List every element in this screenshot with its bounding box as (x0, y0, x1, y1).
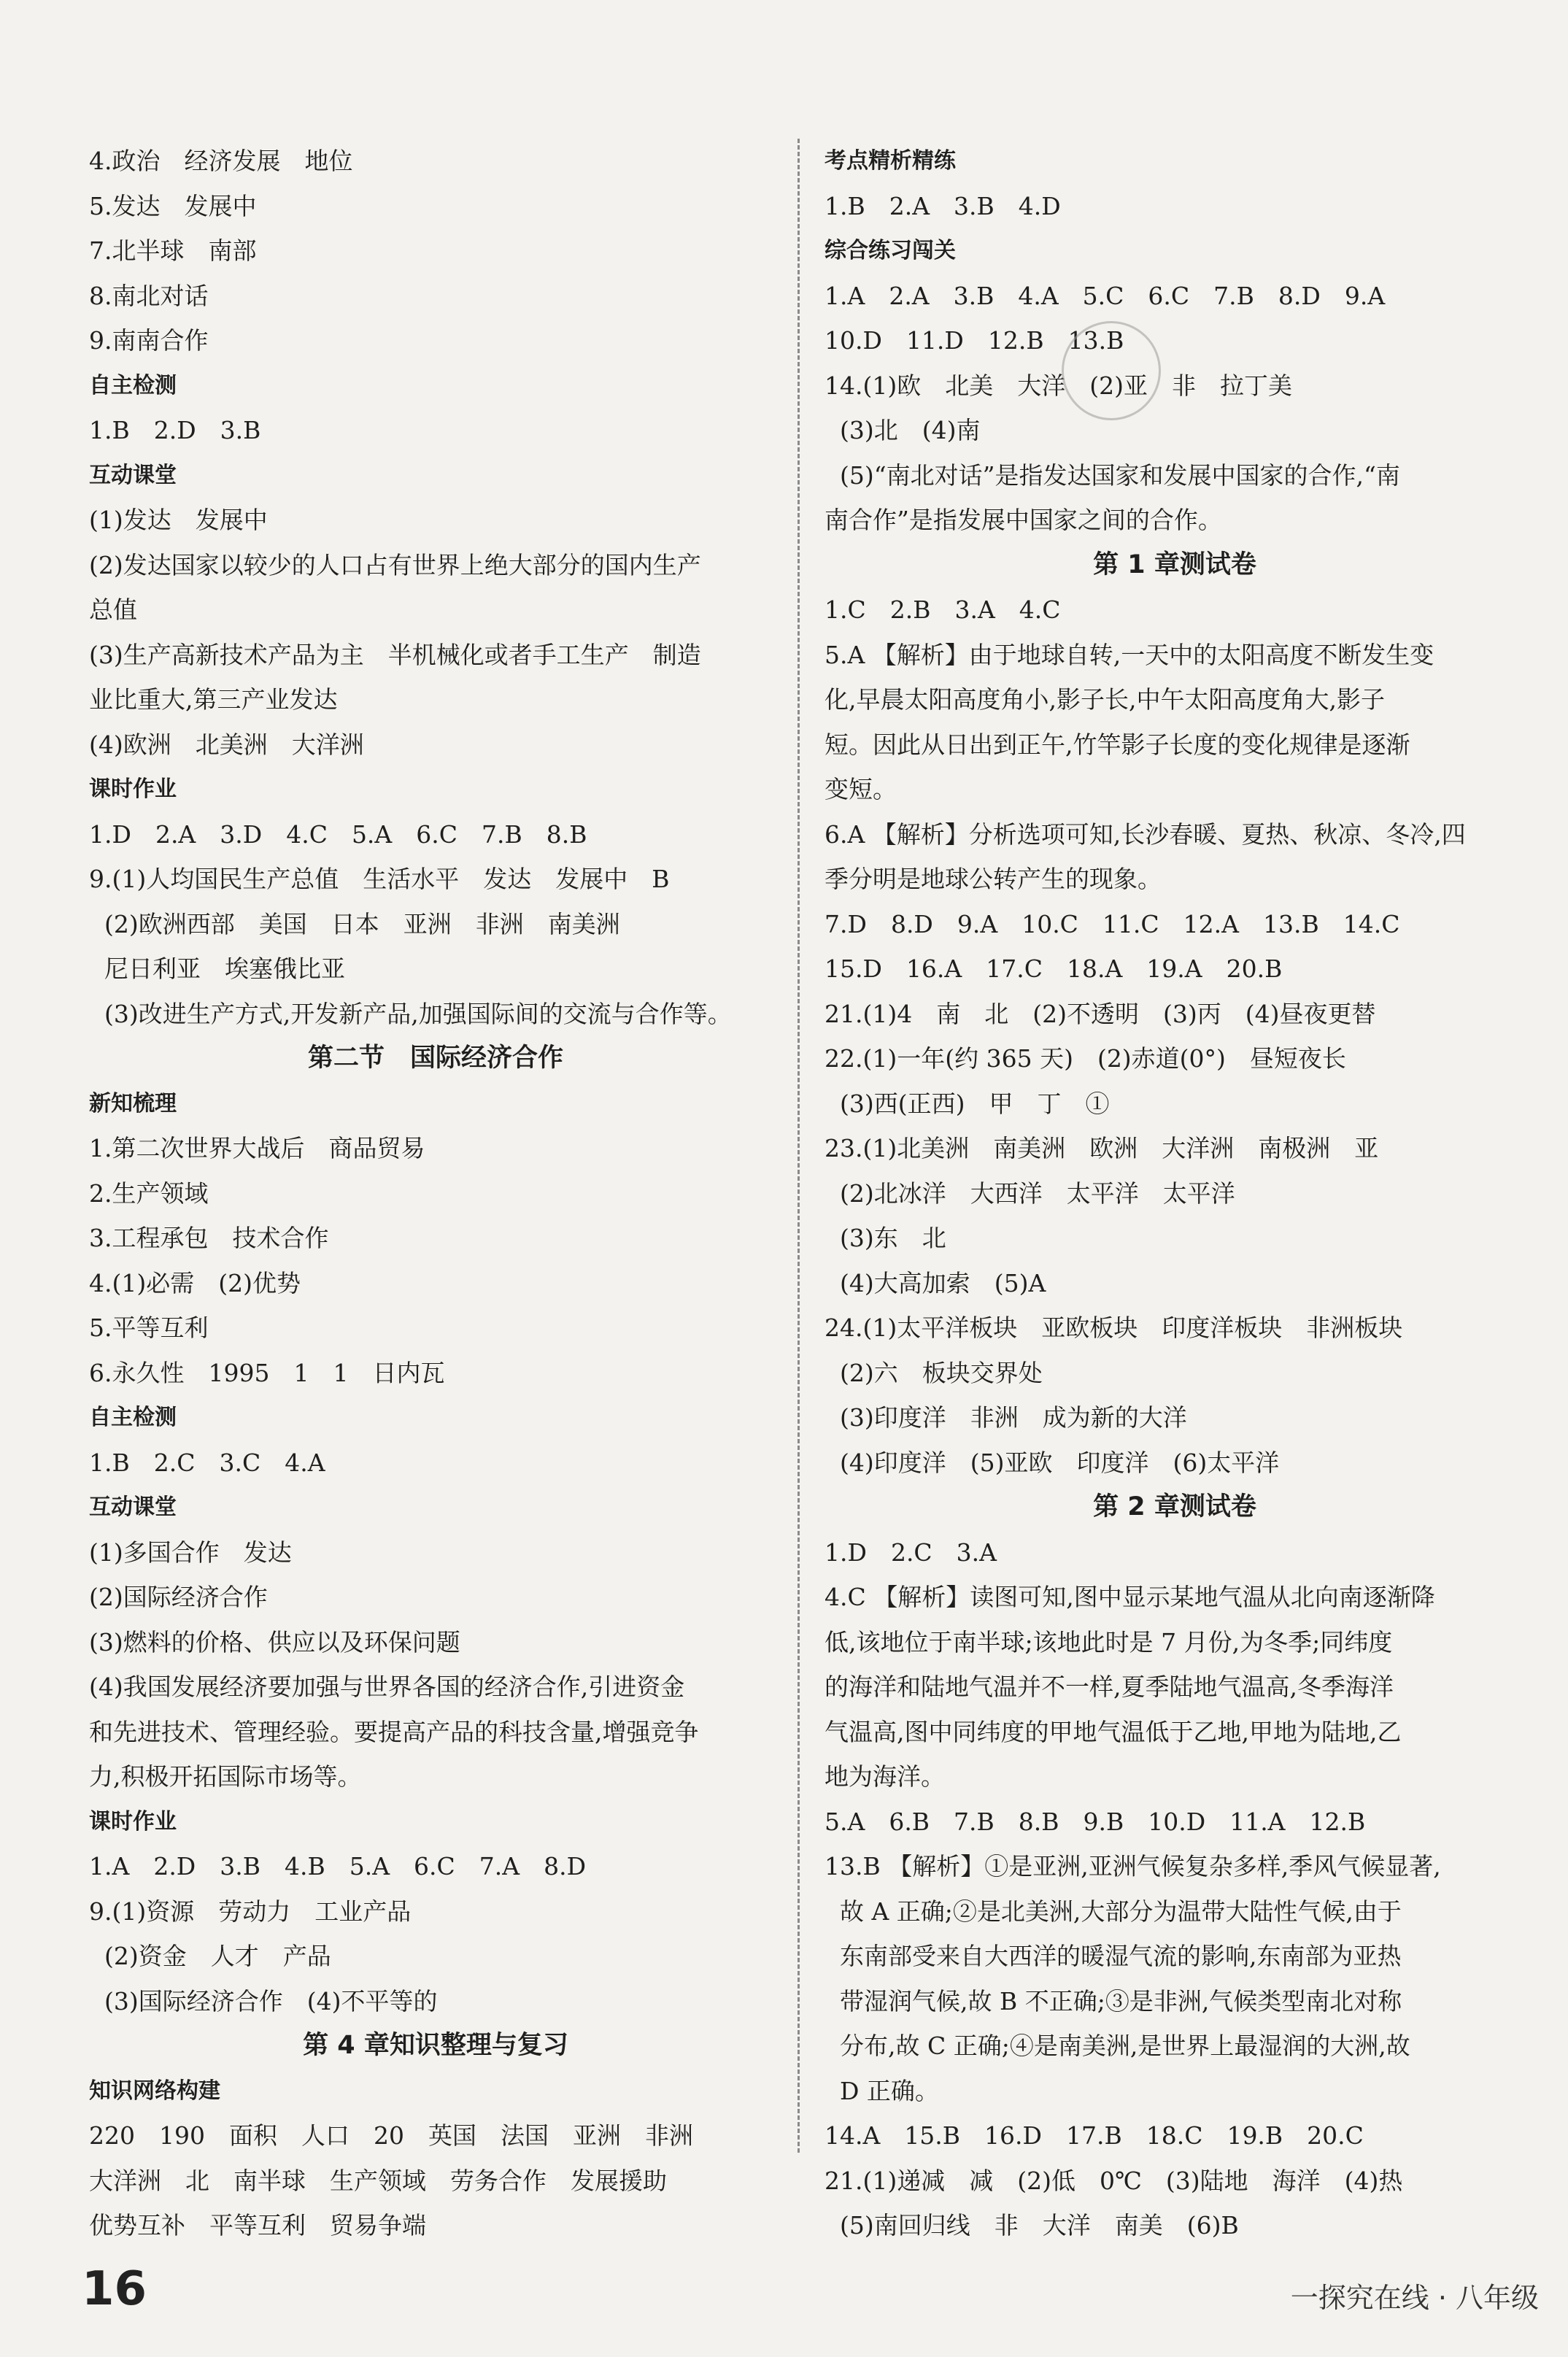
answer-line: 5.A 6.B 7.B 8.B 9.B 10.D 11.A 12.B (824, 1807, 1366, 1836)
answer-line: 1.D 2.C 3.A (824, 1538, 997, 1567)
answer-line: (5)“南北对话”是指发达国家和发展中国家的合作,“南 (824, 460, 1400, 490)
answer-line: 22.(1)一年(约 365 天) (2)赤道(0°) 昼短夜长 (824, 1044, 1346, 1073)
answer-line: (2)北冰洋 大西洋 太平洋 太平洋 (824, 1178, 1235, 1208)
answer-line: 地为海洋。 (824, 1762, 945, 1791)
answer-line: 1.C 2.B 3.A 4.C (824, 595, 1061, 624)
answer-line: 23.(1)北美洲 南美洲 欧洲 大洋洲 南极洲 亚 (824, 1134, 1379, 1162)
answer-line: (2)六 板块交界处 (824, 1358, 1043, 1387)
answer-line: (2)欧洲西部 美国 日本 亚洲 非洲 南美洲 (89, 909, 620, 938)
answer-line: 15.D 16.A 17.C 18.A 19.A 20.B (824, 954, 1283, 983)
answer-line: (3)西(正西) 甲 丁 ① (824, 1089, 1110, 1118)
answer-line: 220 190 面积 人口 20 英国 法国 亚洲 非洲 (89, 2121, 693, 2150)
answer-line: 7.北半球 南部 (89, 236, 257, 265)
answer-line: 尼日利亚 埃塞俄比亚 (89, 954, 345, 983)
section-heading: 课时作业 (89, 1808, 177, 1835)
answer-line: 1.A 2.A 3.B 4.A 5.C 6.C 7.B 8.D 9.A (824, 281, 1386, 310)
answer-line: (4)大高加索 (5)A (824, 1268, 1046, 1297)
answer-line: 季分明是地球公转产生的现象。 (824, 865, 1162, 893)
answer-line: 1.A 2.D 3.B 4.B 5.A 6.C 7.A 8.D (89, 1852, 587, 1880)
section-heading: 课时作业 (89, 776, 177, 802)
answer-line: (4)印度洋 (5)亚欧 印度洋 (6)太平洋 (824, 1448, 1280, 1477)
answer-line: (2)国际经济合作 (89, 1583, 268, 1611)
answer-line: 低,该地位于南半球;该地此时是 7 月份,为冬季;同纬度 (824, 1627, 1393, 1656)
chapter-title: 第 4 章知识整理与复习 (303, 2031, 568, 2060)
page-number: 16 (82, 2262, 147, 2316)
answer-line: (1)多国合作 发达 (89, 1538, 292, 1567)
answer-line: 东南部受来自大西洋的暖湿气流的影响,东南部为亚热 (824, 1942, 1402, 1970)
answer-line: 4.政治 经济发展 地位 (89, 147, 353, 175)
chapter-title: 第 1 章测试卷 (1093, 549, 1256, 579)
answer-line: D 正确。 (824, 2076, 939, 2105)
answer-line: 9.(1)人均国民生产总值 生活水平 发达 发展中 B (89, 865, 670, 893)
answer-line: 和先进技术、管理经验。要提高产品的科技含量,增强竞争 (89, 1717, 699, 1746)
answer-line: (3)燃料的价格、供应以及环保问题 (89, 1627, 460, 1656)
answer-line: 化,早晨太阳高度角小,影子长,中午太阳高度角大,影子 (824, 685, 1385, 714)
footer-book-title: 一探究在线 · 八年级 (1290, 2282, 1539, 2314)
answer-line: 1.第二次世界大战后 商品贸易 (89, 1134, 425, 1162)
section-heading: 考点精析精练 (824, 148, 956, 174)
answer-line: (3)生产高新技术产品为主 半机械化或者手工生产 制造 (89, 640, 701, 669)
answer-line: 总值 (89, 595, 137, 624)
answer-line: 5.A 【解析】由于地球自转,一天中的太阳高度不断发生变 (824, 640, 1434, 669)
answer-line: 9.南南合作 (89, 326, 209, 355)
answer-line: 分布,故 C 正确;④是南美洲,是世界上最湿润的大洲,故 (824, 2032, 1410, 2060)
answer-line: 南合作”是指发展中国家之间的合作。 (824, 506, 1222, 534)
answer-line: 短。因此从日出到正午,竹竿影子长度的变化规律是逐渐 (824, 730, 1410, 759)
section-heading: 互动课堂 (89, 1494, 177, 1520)
answer-line: 1.B 2.D 3.B (89, 416, 261, 444)
section-heading: 自主检测 (89, 1405, 177, 1430)
section-heading: 综合练习闯关 (824, 238, 956, 263)
answer-line: (3)北 (4)南 (824, 416, 981, 444)
section-heading: 自主检测 (89, 372, 177, 398)
chapter-title: 第 2 章测试卷 (1093, 1492, 1256, 1521)
answer-line: 变短。 (824, 775, 897, 803)
section-heading: 互动课堂 (89, 462, 177, 488)
answer-line: 优势互补 平等互利 贸易争端 (89, 2211, 426, 2240)
stamp-mark (1062, 321, 1161, 420)
answer-line: 21.(1)递减 减 (2)低 0℃ (3)陆地 海洋 (4)热 (824, 2166, 1403, 2195)
answer-line: (2)发达国家以较少的人口占有世界上绝大部分的国内生产 (89, 550, 701, 579)
answer-line: (2)资金 人才 产品 (89, 1942, 331, 1970)
answer-line: 7.D 8.D 9.A 10.C 11.C 12.A 13.B 14.C (824, 909, 1400, 938)
answer-line: (3)国际经济合作 (4)不平等的 (89, 1986, 438, 2015)
answer-line: 4.C 【解析】读图可知,图中显示某地气温从北向南逐渐降 (824, 1583, 1435, 1611)
answer-line: (5)南回归线 非 大洋 南美 (6)B (824, 2211, 1239, 2240)
answer-line: 6.永久性 1995 1 1 日内瓦 (89, 1358, 445, 1387)
section-heading: 知识网络构建 (89, 2078, 220, 2104)
chapter-title: 第二节 国际经济合作 (307, 1044, 563, 1073)
column-divider (797, 139, 800, 2153)
answer-line: 的海洋和陆地气温并不一样,夏季陆地气温高,冬季海洋 (824, 1673, 1394, 1701)
answer-line: 带湿润气候,故 B 不正确;③是非洲,气候类型南北对称 (824, 1986, 1402, 2015)
answer-line: (3)东 北 (824, 1224, 946, 1252)
answer-line: 24.(1)太平洋板块 亚欧板块 印度洋板块 非洲板块 (824, 1313, 1403, 1342)
answer-line: (3)印度洋 非洲 成为新的大洋 (824, 1403, 1187, 1432)
answer-line: (4)欧洲 北美洲 大洋洲 (89, 730, 364, 759)
answer-line: 业比重大,第三产业发达 (89, 685, 338, 714)
answer-line: 14.A 15.B 16.D 17.B 18.C 19.B 20.C (824, 2121, 1364, 2150)
answer-line: 5.平等互利 (89, 1313, 209, 1342)
answer-line: (4)我国发展经济要加强与世界各国的经济合作,引进资金 (89, 1673, 685, 1701)
answer-line: 9.(1)资源 劳动力 工业产品 (89, 1897, 412, 1926)
answer-line: 10.D 11.D 12.B 13.B (824, 326, 1124, 355)
right-answer-column (824, 139, 1525, 2248)
answer-line: (3)改进生产方式,开发新产品,加强国际间的交流与合作等。 (89, 999, 732, 1028)
answer-line: (1)发达 发展中 (89, 506, 268, 534)
answer-line: 8.南北对话 (89, 281, 209, 310)
answer-line: 3.工程承包 技术合作 (89, 1224, 329, 1252)
answer-line: 故 A 正确;②是北美洲,大部分为温带大陆性气候,由于 (824, 1897, 1402, 1926)
answer-line: 1.B 2.A 3.B 4.D (824, 191, 1061, 220)
answer-line: 大洋洲 北 南半球 生产领域 劳务合作 发展援助 (89, 2166, 667, 2195)
answer-line: 气温高,图中同纬度的甲地气温低于乙地,甲地为陆地,乙 (824, 1717, 1402, 1746)
answer-line: 1.D 2.A 3.D 4.C 5.A 6.C 7.B 8.B (89, 819, 587, 849)
answer-line: 力,积极开拓国际市场等。 (89, 1762, 362, 1791)
answer-line: 14.(1)欧 北美 大洋 (2)亚 非 拉丁美 (824, 371, 1292, 400)
answer-line: 4.(1)必需 (2)优势 (89, 1268, 301, 1297)
answer-line: 2.生产领域 (89, 1178, 209, 1208)
answer-line: 13.B 【解析】①是亚洲,亚洲气候复杂多样,季风气候显著, (824, 1852, 1441, 1880)
answer-line: 21.(1)4 南 北 (2)不透明 (3)丙 (4)昼夜更替 (824, 999, 1376, 1028)
answer-line: 5.发达 发展中 (89, 191, 257, 220)
section-heading: 新知梳理 (89, 1090, 177, 1116)
answer-line: 1.B 2.C 3.C 4.A (89, 1448, 325, 1477)
answer-line: 6.A 【解析】分析选项可知,长沙春暖、夏热、秋凉、冬冷,四 (824, 819, 1466, 849)
left-answer-column (89, 139, 782, 2248)
